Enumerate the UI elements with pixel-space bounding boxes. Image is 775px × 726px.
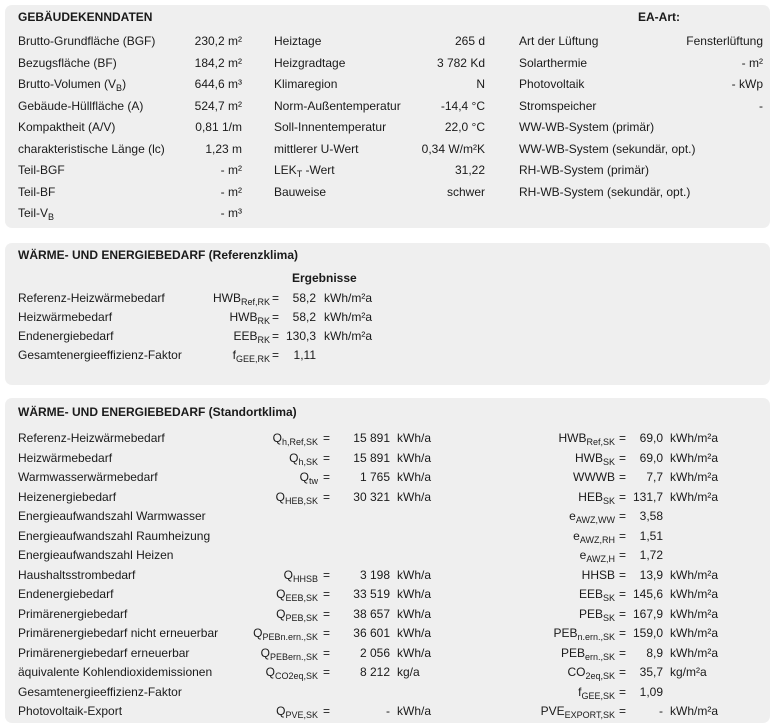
site-row-specific-value: 1,09 xyxy=(639,684,663,699)
site-row-specific-unit: kWh/m²a xyxy=(670,606,718,621)
building-field-label xyxy=(274,185,326,199)
symbol-subscript: h,SK xyxy=(298,456,318,467)
site-row-specific-unit: kWh/m²a xyxy=(670,489,718,504)
symbol-subscript: HEB,SK xyxy=(284,495,318,506)
label-text: Teil-BGF xyxy=(18,163,65,177)
label-text: Stromspeicher xyxy=(519,98,597,113)
building-field-label xyxy=(274,34,321,48)
equals-sign: = xyxy=(619,704,627,718)
site-row-specific-symbol xyxy=(541,704,615,718)
building-field-label xyxy=(519,163,649,177)
equals-sign: = xyxy=(619,489,627,504)
site-row-specific-symbol xyxy=(569,509,615,523)
building-field-label xyxy=(18,142,165,156)
site-row-unit: kWh/a xyxy=(397,450,432,465)
symbol-text: PVE xyxy=(540,704,565,718)
site-row-specific-value: 7,7 xyxy=(646,470,663,484)
symbol-subscript: Ref,SK xyxy=(586,437,615,447)
label-text: Teil-V xyxy=(18,206,49,220)
symbol-subscript: Ref,RK xyxy=(240,297,270,307)
equals-sign: = xyxy=(272,310,280,324)
site-row-specific-symbol xyxy=(575,451,615,465)
label-text: LEK xyxy=(274,163,297,177)
equals-sign: = xyxy=(323,470,331,484)
site-row-specific-unit: kWh/m²a xyxy=(670,704,718,718)
reference-title: WÄRME- UND ENERGIEBEDARF (Referenzklima) xyxy=(18,248,299,262)
building-field-value: 524,7 m² xyxy=(194,98,242,113)
site-row-symbol xyxy=(300,470,318,484)
building-field-value: 0,34 W/m²K xyxy=(421,141,485,156)
site-row-specific-unit: kWh/m²a xyxy=(670,567,718,582)
site-row-value: 3 198 xyxy=(359,567,390,582)
symbol-subscript: SK xyxy=(602,495,615,506)
symbol-text: Q xyxy=(265,665,275,679)
symbol-text: Q xyxy=(299,470,309,484)
equals-sign: = xyxy=(323,587,331,601)
symbol-text: Q xyxy=(276,606,286,621)
building-field-value: - m² xyxy=(741,55,763,70)
label-text: WW-WB-System (sekundär, opt.) xyxy=(519,141,696,156)
equals-sign: = xyxy=(272,329,280,343)
site-row-symbol xyxy=(266,665,318,679)
symbol-subscript: EXPORT,SK xyxy=(564,710,615,720)
symbol-subscript: tw xyxy=(309,476,318,486)
label-subscript: T xyxy=(296,169,303,179)
label-text: Kompaktheit (A/V) xyxy=(18,120,116,134)
site-row-label: Energieaufwandszahl Raumheizung xyxy=(18,528,211,543)
building-field-value: - kWp xyxy=(731,77,763,91)
site-row-specific-unit: kWh/m²a xyxy=(670,645,718,660)
building-field-label xyxy=(18,206,54,220)
site-row-value: 15 891 xyxy=(353,431,390,445)
label-suffix: -Wert xyxy=(302,163,335,177)
site-row-label: Heizenergiebedarf xyxy=(18,489,117,504)
site-row-label: Warmwasserwärmebedarf xyxy=(18,470,158,484)
site-row-specific-value: 69,0 xyxy=(639,431,663,445)
symbol-subscript: h,Ref,SK xyxy=(281,437,318,447)
label-text: Solarthermie xyxy=(519,55,588,70)
equals-sign: = xyxy=(323,645,331,660)
building-field-label xyxy=(18,34,155,48)
site-row-symbol xyxy=(261,646,318,660)
symbol-subscript: PEB,SK xyxy=(285,612,318,623)
building-field-label xyxy=(274,56,345,70)
site-row-value: 33 519 xyxy=(353,587,390,601)
building-field-value: -14,4 °C xyxy=(440,98,485,113)
symbol-text: Q xyxy=(276,587,286,601)
label-suffix: ) xyxy=(122,77,127,91)
symbol-text: PEB xyxy=(578,606,603,621)
equals-sign: = xyxy=(619,431,627,445)
reference-row-symbol xyxy=(233,329,270,343)
building-title: GEBÄUDEKENNDATEN xyxy=(18,10,153,24)
symbol-text: HWB xyxy=(212,291,241,305)
symbol-subscript: HHSB xyxy=(292,573,318,584)
symbol-text: f xyxy=(578,684,582,699)
site-row-specific-unit: kWh/m²a xyxy=(670,450,718,465)
label-text: Brutto-Volumen (V xyxy=(18,77,117,91)
building-field-value: 644,6 m³ xyxy=(194,77,242,91)
reference-row-label: Referenz-Heizwärmebedarf xyxy=(18,291,165,305)
symbol-subscript: CO2eq,SK xyxy=(274,671,318,681)
equals-sign: = xyxy=(619,450,627,465)
symbol-text: Q xyxy=(289,450,299,465)
symbol-text: e xyxy=(579,548,587,562)
symbol-text: Q xyxy=(283,567,293,582)
reference-row-label: Endenergiebedarf xyxy=(18,329,114,343)
symbol-subscript: SK xyxy=(602,593,615,603)
equals-sign: = xyxy=(272,291,280,305)
label-text: Soll-Innentemperatur xyxy=(274,120,387,134)
symbol-subscript: RK xyxy=(257,316,270,326)
building-field-value: 31,22 xyxy=(454,163,485,177)
site-row-specific-symbol xyxy=(578,685,615,699)
symbol-text: e xyxy=(573,528,580,543)
site-row-value: 36 601 xyxy=(353,626,390,640)
symbol-subscript: ern.,SK xyxy=(584,651,615,662)
reference-row-value: 58,2 xyxy=(292,310,316,324)
site-row-specific-symbol xyxy=(579,587,615,601)
site-row-unit: kWh/a xyxy=(397,704,432,718)
reference-row-symbol xyxy=(213,291,270,305)
equals-sign: = xyxy=(619,470,627,484)
symbol-text: WWWB xyxy=(573,470,615,484)
label-subscript: B xyxy=(116,83,123,93)
building-field-value: schwer xyxy=(446,184,485,199)
site-row-label: Primärenergiebedarf nicht erneuerbar xyxy=(18,626,219,640)
site-row-specific-value: 1,51 xyxy=(639,528,663,543)
site-row-value: 15 891 xyxy=(353,450,390,465)
label-text: Heiztage xyxy=(274,34,322,48)
symbol-text: HEB xyxy=(578,489,603,504)
symbol-text: Q xyxy=(276,704,286,718)
building-field-label xyxy=(18,163,65,177)
site-row-unit: kg/a xyxy=(397,665,420,679)
building-field-label xyxy=(274,77,337,91)
building-field-label xyxy=(519,185,690,199)
building-field-label xyxy=(519,56,587,70)
symbol-text: PEB xyxy=(553,626,578,640)
reference-row-symbol xyxy=(233,348,270,362)
building-field-label xyxy=(18,99,143,113)
equals-sign: = xyxy=(323,489,331,504)
equals-sign: = xyxy=(619,528,627,543)
symbol-subscript: AWZ,RH xyxy=(579,534,615,545)
reference-row-symbol xyxy=(229,310,270,324)
site-row-specific-symbol xyxy=(567,665,615,679)
label-text: Klimaregion xyxy=(274,77,338,91)
site-row-specific-value: 159,0 xyxy=(632,626,663,640)
site-row-specific-symbol xyxy=(553,626,615,640)
site-row-label: Energieaufwandszahl Heizen xyxy=(18,548,174,562)
symbol-text: HWB xyxy=(574,450,603,465)
site-row-specific-value: 35,7 xyxy=(639,665,663,679)
ea-art-label: EA-Art: xyxy=(638,10,680,24)
equals-sign: = xyxy=(323,704,331,718)
site-row-label: Haushaltsstrombedarf xyxy=(18,567,136,582)
building-field-label xyxy=(519,99,596,113)
symbol-subscript: SK xyxy=(602,456,615,467)
site-row-label: Primärenergiebedarf erneuerbar xyxy=(18,645,190,660)
building-field-value: - m³ xyxy=(220,206,242,220)
label-text: Heizgradtage xyxy=(274,55,346,70)
site-row-unit: kWh/a xyxy=(397,431,432,445)
building-field-label xyxy=(519,142,695,156)
site-row-specific-symbol xyxy=(578,490,615,504)
building-field-value: 265 d xyxy=(454,34,485,48)
symbol-subscript: GEE,RK xyxy=(235,354,270,364)
symbol-subscript: PEBn.ern.,SK xyxy=(262,632,318,642)
results-header: Ergebnisse xyxy=(292,271,357,285)
label-text: Norm-Außentemperatur xyxy=(274,98,401,113)
equals-sign: = xyxy=(619,606,627,621)
building-field-label xyxy=(18,185,55,199)
site-row-symbol xyxy=(276,704,318,718)
equals-sign: = xyxy=(323,567,331,582)
site-row-label: Endenergiebedarf xyxy=(18,587,114,601)
site-row-specific-value: 145,6 xyxy=(632,587,663,601)
site-row-specific-symbol xyxy=(580,548,615,562)
site-row-specific-unit: kg/m²a xyxy=(670,665,707,679)
site-row-symbol xyxy=(276,587,318,601)
equals-sign: = xyxy=(619,665,627,679)
site-row-specific-symbol xyxy=(579,607,615,621)
site-row-symbol xyxy=(289,451,318,465)
building-field-label xyxy=(274,142,358,156)
site-row-specific-value: 69,0 xyxy=(639,450,663,465)
equals-sign: = xyxy=(619,567,627,582)
building-field-value: 3 782 Kd xyxy=(436,55,485,70)
label-subscript: B xyxy=(48,212,55,222)
reference-row-label: Heizwärmebedarf xyxy=(18,310,113,324)
label-text: RH-WB-System (sekundär, opt.) xyxy=(519,184,691,199)
equals-sign: = xyxy=(272,348,280,362)
equals-sign: = xyxy=(619,548,627,562)
reference-row-unit: kWh/m²a xyxy=(324,310,372,324)
site-row-value: - xyxy=(386,704,390,718)
reference-row-unit: kWh/m²a xyxy=(324,291,372,305)
label-text: Teil-BF xyxy=(18,184,56,199)
equals-sign: = xyxy=(323,665,331,679)
equals-sign: = xyxy=(619,509,627,523)
symbol-subscript: RK xyxy=(257,335,270,345)
site-row-symbol xyxy=(276,490,318,504)
label-text: Gebäude-Hüllfläche (A) xyxy=(18,98,144,113)
building-field-value: - m² xyxy=(220,163,242,177)
symbol-text: Q xyxy=(253,626,263,640)
building-field-value: 22,0 °C xyxy=(444,120,485,134)
building-field-value: Fensterlüftung xyxy=(686,34,763,48)
symbol-text: EEB xyxy=(578,587,603,601)
site-row-symbol xyxy=(276,607,318,621)
building-field-value: 0,81 1/m xyxy=(195,120,242,134)
symbol-subscript: 2eq,SK xyxy=(585,671,615,681)
site-row-specific-value: 131,7 xyxy=(632,489,663,504)
equals-sign: = xyxy=(323,450,331,465)
equals-sign: = xyxy=(323,606,331,621)
symbol-text: Q xyxy=(272,431,282,445)
site-row-specific-value: 3,58 xyxy=(639,509,663,523)
equals-sign: = xyxy=(619,626,627,640)
symbol-text: HWB xyxy=(229,310,258,324)
symbol-subscript: GEE,SK xyxy=(581,690,615,701)
site-row-specific-symbol xyxy=(573,470,615,484)
label-text: charakteristische Länge (lc) xyxy=(18,141,165,156)
site-row-symbol xyxy=(253,626,318,640)
site-row-value: 30 321 xyxy=(353,489,390,504)
reference-row-value: 1,11 xyxy=(293,348,316,362)
building-field-label xyxy=(519,34,598,48)
site-row-unit: kWh/a xyxy=(397,626,432,640)
equals-sign: = xyxy=(619,684,627,699)
label-text: Photovoltaik xyxy=(519,77,585,91)
building-field-value: 230,2 m² xyxy=(194,34,242,48)
building-field-label xyxy=(274,163,335,177)
site-row-specific-value: 13,9 xyxy=(639,567,663,582)
site-row-unit: kWh/a xyxy=(397,645,432,660)
site-row-specific-unit: kWh/m²a xyxy=(670,431,718,445)
site-row-value: 2 056 xyxy=(359,645,390,660)
site-row-specific-unit: kWh/m²a xyxy=(670,470,718,484)
site-row-unit: kWh/a xyxy=(397,489,432,504)
symbol-text: Q xyxy=(275,489,285,504)
symbol-text: e xyxy=(569,509,576,523)
symbol-text: PEB xyxy=(560,645,585,660)
symbol-subscript: SK xyxy=(602,612,615,623)
site-row-value: 8 212 xyxy=(359,665,390,679)
building-field-label xyxy=(519,77,584,91)
symbol-subscript: AWZ,H xyxy=(586,554,615,564)
label-text: RH-WB-System (primär) xyxy=(519,163,649,177)
building-field-value: - xyxy=(759,98,763,113)
site-row-specific-value: 167,9 xyxy=(632,606,663,621)
site-row-label: Energieaufwandszahl Warmwasser xyxy=(18,509,206,523)
label-text: mittlerer U-Wert xyxy=(274,141,359,156)
equals-sign: = xyxy=(323,431,331,445)
symbol-text: CO xyxy=(567,665,586,679)
symbol-subscript: PVE,SK xyxy=(285,710,318,720)
symbol-text: Q xyxy=(260,645,270,660)
equals-sign: = xyxy=(619,645,627,660)
site-row-symbol xyxy=(273,431,318,445)
building-field-value: - m² xyxy=(220,184,242,199)
building-field-label xyxy=(18,77,126,91)
site-row-specific-symbol xyxy=(573,529,615,543)
symbol-text: EEB xyxy=(233,329,258,343)
site-title: WÄRME- UND ENERGIEBEDARF (Standortklima) xyxy=(18,405,297,419)
label-text: Bezugsfläche (BF) xyxy=(18,55,117,70)
reference-row-label: Gesamtenergieeffizienz-Faktor xyxy=(18,348,182,362)
site-row-value: 38 657 xyxy=(353,606,390,621)
site-row-label: Heizwärmebedarf xyxy=(18,450,113,465)
label-text: Art der Lüftung xyxy=(519,34,599,48)
symbol-subscript: PEBern.,SK xyxy=(269,651,318,662)
reference-climate-panel xyxy=(5,243,770,385)
symbol-text: f xyxy=(232,348,236,362)
site-row-label: Primärenergiebedarf xyxy=(18,606,128,621)
label-text: Brutto-Grundfläche (BGF) xyxy=(18,34,156,48)
symbol-text: HHSB xyxy=(581,567,615,582)
site-row-unit: kWh/a xyxy=(397,606,432,621)
site-row-unit: kWh/a xyxy=(397,470,432,484)
equals-sign: = xyxy=(323,626,331,640)
site-row-value: 1 765 xyxy=(359,470,390,484)
building-field-label xyxy=(18,56,117,70)
label-text: WW-WB-System (primär) xyxy=(519,120,655,134)
site-row-label: äquivalente Kohlendioxidemissionen xyxy=(18,665,213,679)
reference-row-unit: kWh/m²a xyxy=(324,329,372,343)
site-row-specific-value: 1,72 xyxy=(639,548,663,562)
symbol-text: HWB xyxy=(558,431,587,445)
site-row-label: Gesamtenergieeffizienz-Faktor xyxy=(18,684,182,699)
equals-sign: = xyxy=(619,587,627,601)
building-field-value: 184,2 m² xyxy=(194,55,242,70)
site-row-specific-value: - xyxy=(659,704,663,718)
symbol-subscript: AWZ,WW xyxy=(575,515,615,525)
building-field-label xyxy=(519,120,654,134)
site-row-specific-value: 8,9 xyxy=(646,645,663,660)
symbol-subscript: EEB,SK xyxy=(285,593,318,603)
building-field-label xyxy=(274,120,386,134)
reference-row-value: 58,2 xyxy=(292,291,316,305)
site-row-specific-unit: kWh/m²a xyxy=(670,587,718,601)
site-row-label: Referenz-Heizwärmebedarf xyxy=(18,431,165,445)
building-field-value: 1,23 m xyxy=(205,141,242,156)
site-row-specific-symbol xyxy=(561,646,615,660)
site-row-specific-unit: kWh/m²a xyxy=(670,626,718,640)
site-row-unit: kWh/a xyxy=(397,567,432,582)
building-field-label xyxy=(274,99,401,113)
building-field-label xyxy=(18,120,115,134)
reference-row-value: 130,3 xyxy=(285,329,316,343)
site-row-unit: kWh/a xyxy=(397,587,432,601)
site-row-symbol xyxy=(284,568,318,582)
site-row-label: Photovoltaik-Export xyxy=(18,704,123,718)
site-row-specific-symbol xyxy=(558,431,615,445)
symbol-subscript: n.ern.,SK xyxy=(577,632,615,642)
site-row-specific-symbol xyxy=(582,568,615,582)
building-field-value: N xyxy=(476,77,485,91)
label-text: Bauweise xyxy=(274,184,327,199)
